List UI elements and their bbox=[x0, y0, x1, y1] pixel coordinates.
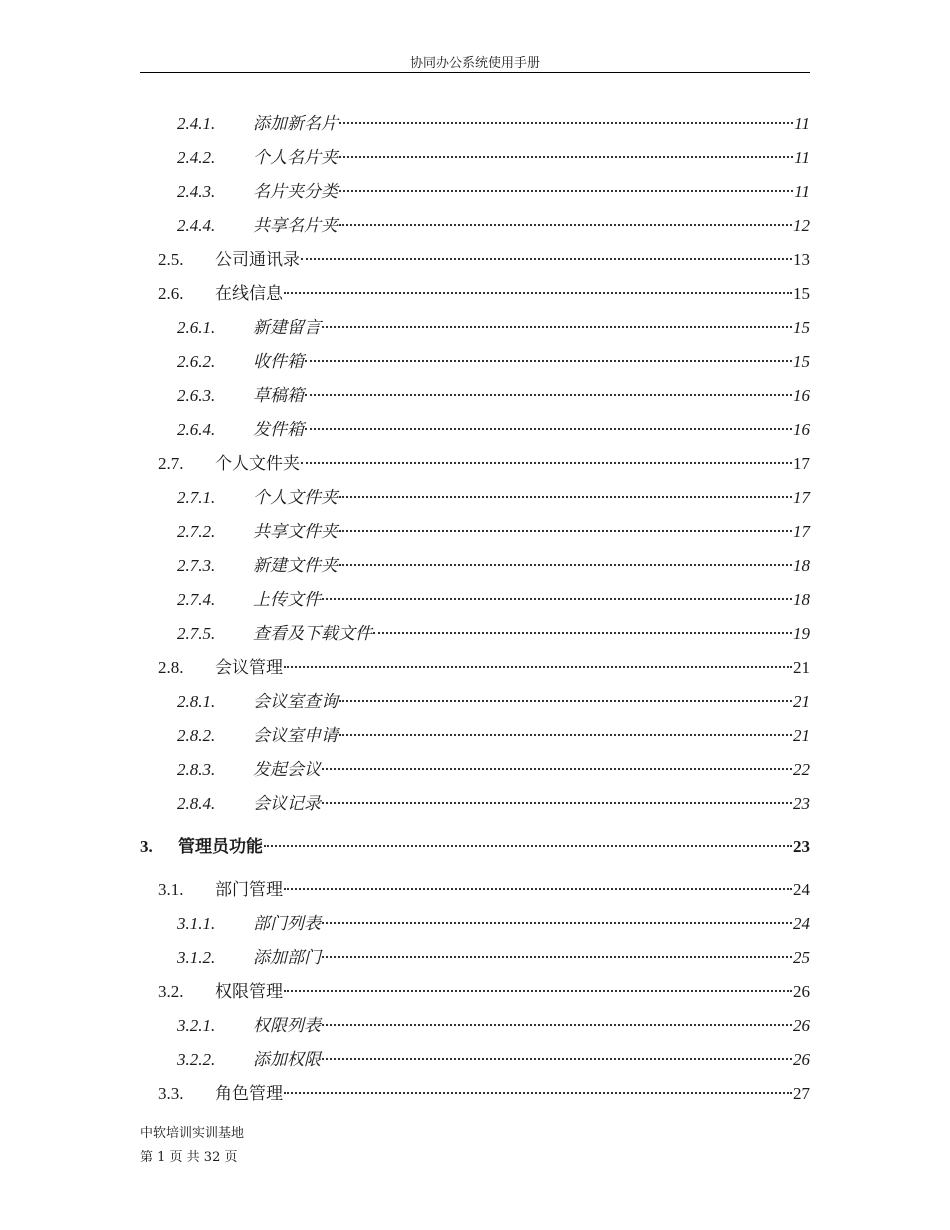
toc-entry[interactable] bbox=[177, 912, 810, 936]
toc-entry[interactable] bbox=[158, 656, 810, 680]
toc-dot-leader bbox=[322, 1024, 792, 1026]
toc-entry-page: 26 bbox=[793, 1050, 810, 1069]
toc-entry-title: 添加部门 bbox=[253, 948, 321, 968]
toc-entry-number: 3.1.1. bbox=[177, 914, 216, 933]
toc-dot-leader bbox=[322, 598, 792, 600]
toc-entry[interactable] bbox=[158, 980, 810, 1004]
toc-entry[interactable] bbox=[158, 1082, 810, 1106]
toc-entry-number: 2.6.2. bbox=[177, 352, 216, 371]
toc-entry-page: 15 bbox=[793, 284, 810, 303]
toc-entry[interactable] bbox=[177, 792, 810, 816]
toc-entry-number: 3. bbox=[140, 837, 153, 856]
toc-dot-leader bbox=[264, 845, 792, 847]
header-rule bbox=[140, 72, 810, 73]
toc-entry[interactable] bbox=[158, 248, 810, 272]
toc-dot-leader bbox=[339, 156, 793, 158]
toc-entry-page: 23 bbox=[793, 837, 810, 856]
page-header: 协同办公系统使用手册 bbox=[409, 56, 540, 71]
toc-entry-number: 2.8.1. bbox=[177, 692, 216, 711]
toc-dot-leader bbox=[322, 1058, 792, 1060]
toc-entry-title: 在线信息 bbox=[215, 284, 283, 304]
toc-entry[interactable] bbox=[177, 724, 810, 748]
toc-entry-page: 11 bbox=[794, 148, 810, 167]
toc-entry[interactable] bbox=[158, 878, 810, 902]
toc-entry-page: 23 bbox=[793, 794, 810, 813]
toc-entry-title: 发起会议 bbox=[253, 760, 321, 780]
toc-entry-number: 2.8.2. bbox=[177, 726, 216, 745]
toc-entry-number: 2.7.4. bbox=[177, 590, 216, 609]
toc-dot-leader bbox=[284, 666, 792, 668]
toc-entry[interactable] bbox=[177, 350, 810, 374]
toc-entry-page: 21 bbox=[793, 658, 810, 677]
toc-entry-number: 2.4.1. bbox=[177, 114, 216, 133]
toc-dot-leader bbox=[339, 564, 792, 566]
toc-entry-number: 3.2.2. bbox=[177, 1050, 216, 1069]
toc-entry-number: 3.3. bbox=[158, 1084, 184, 1103]
toc-entry-number: 2.6. bbox=[158, 284, 184, 303]
toc-dot-leader bbox=[284, 888, 792, 890]
toc-entry-number: 2.4.3. bbox=[177, 182, 216, 201]
toc-dot-leader bbox=[373, 632, 792, 634]
toc-entry-title: 会议室查询 bbox=[253, 692, 338, 712]
toc-dot-leader bbox=[284, 292, 792, 294]
toc-entry-page: 26 bbox=[793, 982, 810, 1001]
toc-entry-title: 名片夹分类 bbox=[253, 182, 338, 202]
toc-entry[interactable] bbox=[177, 146, 810, 170]
toc-entry-page: 18 bbox=[793, 556, 810, 575]
toc-entry-title: 部门管理 bbox=[215, 880, 283, 900]
toc-entry-page: 26 bbox=[793, 1016, 810, 1035]
toc-entry-page: 16 bbox=[793, 420, 810, 439]
toc-entry-number: 2.7.5. bbox=[177, 624, 216, 643]
toc-entry[interactable] bbox=[177, 690, 810, 714]
toc-entry-title: 新建文件夹 bbox=[253, 556, 338, 576]
toc-entry-number: 2.8. bbox=[158, 658, 184, 677]
toc-dot-leader bbox=[305, 360, 792, 362]
toc-dot-leader bbox=[322, 956, 792, 958]
toc-entry-title: 管理员功能 bbox=[178, 837, 263, 856]
toc-dot-leader bbox=[339, 496, 792, 498]
toc-entry-number: 2.8.4. bbox=[177, 794, 216, 813]
toc-entry-number: 2.7.3. bbox=[177, 556, 216, 575]
toc-entry-title: 发件箱 bbox=[253, 420, 304, 440]
toc-entry-title: 共享名片夹 bbox=[253, 216, 338, 236]
toc-entry-page: 12 bbox=[793, 216, 810, 235]
toc-entry-page: 18 bbox=[793, 590, 810, 609]
toc-entry-number: 2.6.1. bbox=[177, 318, 216, 337]
toc-entry-page: 13 bbox=[793, 250, 810, 269]
toc-entry-number: 2.4.2. bbox=[177, 148, 216, 167]
toc-entry-number: 3.2.1. bbox=[177, 1016, 216, 1035]
toc-entry[interactable] bbox=[177, 758, 810, 782]
toc-entry[interactable] bbox=[158, 282, 810, 306]
toc-entry-page: 17 bbox=[793, 488, 810, 507]
toc-entry-title: 个人名片夹 bbox=[253, 148, 338, 168]
toc-entry[interactable] bbox=[177, 112, 810, 136]
toc-entry-number: 2.7.1. bbox=[177, 488, 216, 507]
toc-entry[interactable] bbox=[177, 316, 810, 340]
toc-entry-number: 2.5. bbox=[158, 250, 184, 269]
toc-entry[interactable] bbox=[177, 180, 810, 204]
toc-dot-leader bbox=[305, 394, 792, 396]
toc-dot-leader bbox=[305, 428, 792, 430]
toc-entry-title: 添加新名片 bbox=[253, 114, 338, 134]
toc-entry-number: 2.7.2. bbox=[177, 522, 216, 541]
toc-entry[interactable] bbox=[140, 835, 810, 859]
toc-entry[interactable] bbox=[177, 384, 810, 408]
toc-entry-page: 17 bbox=[793, 454, 810, 473]
toc-entry-page: 17 bbox=[793, 522, 810, 541]
toc-dot-leader bbox=[339, 530, 792, 532]
toc-dot-leader bbox=[284, 1092, 792, 1094]
toc-entry-title: 角色管理 bbox=[215, 1084, 283, 1104]
toc-dot-leader bbox=[301, 258, 792, 260]
toc-entry[interactable] bbox=[158, 452, 810, 476]
toc-entry[interactable] bbox=[177, 1048, 810, 1072]
toc-entry-page: 22 bbox=[793, 760, 810, 779]
toc-entry-title: 会议记录 bbox=[253, 794, 321, 814]
toc-dot-leader bbox=[339, 224, 792, 226]
toc-entry-page: 27 bbox=[793, 1084, 810, 1103]
toc-entry-title: 收件箱 bbox=[253, 352, 304, 372]
toc-entry-page: 16 bbox=[793, 386, 810, 405]
toc-entry-page: 21 bbox=[793, 692, 810, 711]
toc-entry[interactable] bbox=[177, 214, 810, 238]
toc-entry-title: 个人文件夹 bbox=[253, 488, 338, 508]
toc-entry-title: 会议室申请 bbox=[253, 726, 338, 746]
toc-entry[interactable] bbox=[177, 946, 810, 970]
footer-org: 中软培训实训基地 bbox=[140, 1126, 245, 1141]
toc-entry-title: 部门列表 bbox=[253, 914, 321, 934]
toc-entry-title: 公司通讯录 bbox=[215, 250, 300, 270]
toc-entry[interactable] bbox=[177, 418, 810, 442]
toc-entry[interactable] bbox=[177, 520, 810, 544]
toc-entry-number: 2.6.4. bbox=[177, 420, 216, 439]
toc-dot-leader bbox=[322, 326, 792, 328]
toc-entry-page: 11 bbox=[794, 114, 810, 133]
toc-entry-page: 24 bbox=[793, 914, 810, 933]
toc-dot-leader bbox=[284, 990, 792, 992]
toc-dot-leader bbox=[301, 462, 792, 464]
toc-entry-title: 会议管理 bbox=[215, 658, 283, 678]
toc-dot-leader bbox=[322, 768, 792, 770]
toc-dot-leader bbox=[339, 700, 792, 702]
toc-entry-number: 2.8.3. bbox=[177, 760, 216, 779]
toc-entry-number: 2.7. bbox=[158, 454, 184, 473]
toc-entry-number: 3.2. bbox=[158, 982, 184, 1001]
toc-dot-leader bbox=[339, 190, 793, 192]
toc-entry-title: 个人文件夹 bbox=[215, 454, 300, 474]
toc-entry-page: 19 bbox=[793, 624, 810, 643]
toc-entry-title: 草稿箱 bbox=[253, 386, 304, 406]
toc-entry-page: 11 bbox=[794, 182, 810, 201]
toc-dot-leader bbox=[322, 922, 792, 924]
toc-entry-number: 3.1. bbox=[158, 880, 184, 899]
toc-entry-page: 15 bbox=[793, 318, 810, 337]
toc-entry-page: 15 bbox=[793, 352, 810, 371]
toc-entry[interactable] bbox=[177, 1014, 810, 1038]
footer-page-info: 第 1 页 共 32 页 bbox=[140, 1150, 238, 1165]
toc-entry[interactable] bbox=[177, 622, 810, 646]
toc-entry-title: 共享文件夹 bbox=[253, 522, 338, 542]
toc-dot-leader bbox=[339, 122, 793, 124]
toc-entry-page: 21 bbox=[793, 726, 810, 745]
toc-entry-number: 3.1.2. bbox=[177, 948, 216, 967]
toc-entry-title: 新建留言 bbox=[253, 318, 321, 338]
toc-entry[interactable] bbox=[177, 588, 810, 612]
toc-entry-number: 2.4.4. bbox=[177, 216, 216, 235]
toc-entry-page: 25 bbox=[793, 948, 810, 967]
toc-entry-title: 添加权限 bbox=[253, 1050, 321, 1070]
toc-entry-title: 上传文件 bbox=[253, 590, 321, 610]
toc-entry-title: 权限列表 bbox=[253, 1016, 321, 1036]
toc-entry[interactable] bbox=[177, 486, 810, 510]
toc-entry-number: 2.6.3. bbox=[177, 386, 216, 405]
toc-dot-leader bbox=[339, 734, 792, 736]
toc-dot-leader bbox=[322, 802, 792, 804]
toc-entry-title: 查看及下载文件 bbox=[253, 624, 372, 644]
toc-entry[interactable] bbox=[177, 554, 810, 578]
toc-entry-page: 24 bbox=[793, 880, 810, 899]
toc-entry-title: 权限管理 bbox=[215, 982, 283, 1002]
